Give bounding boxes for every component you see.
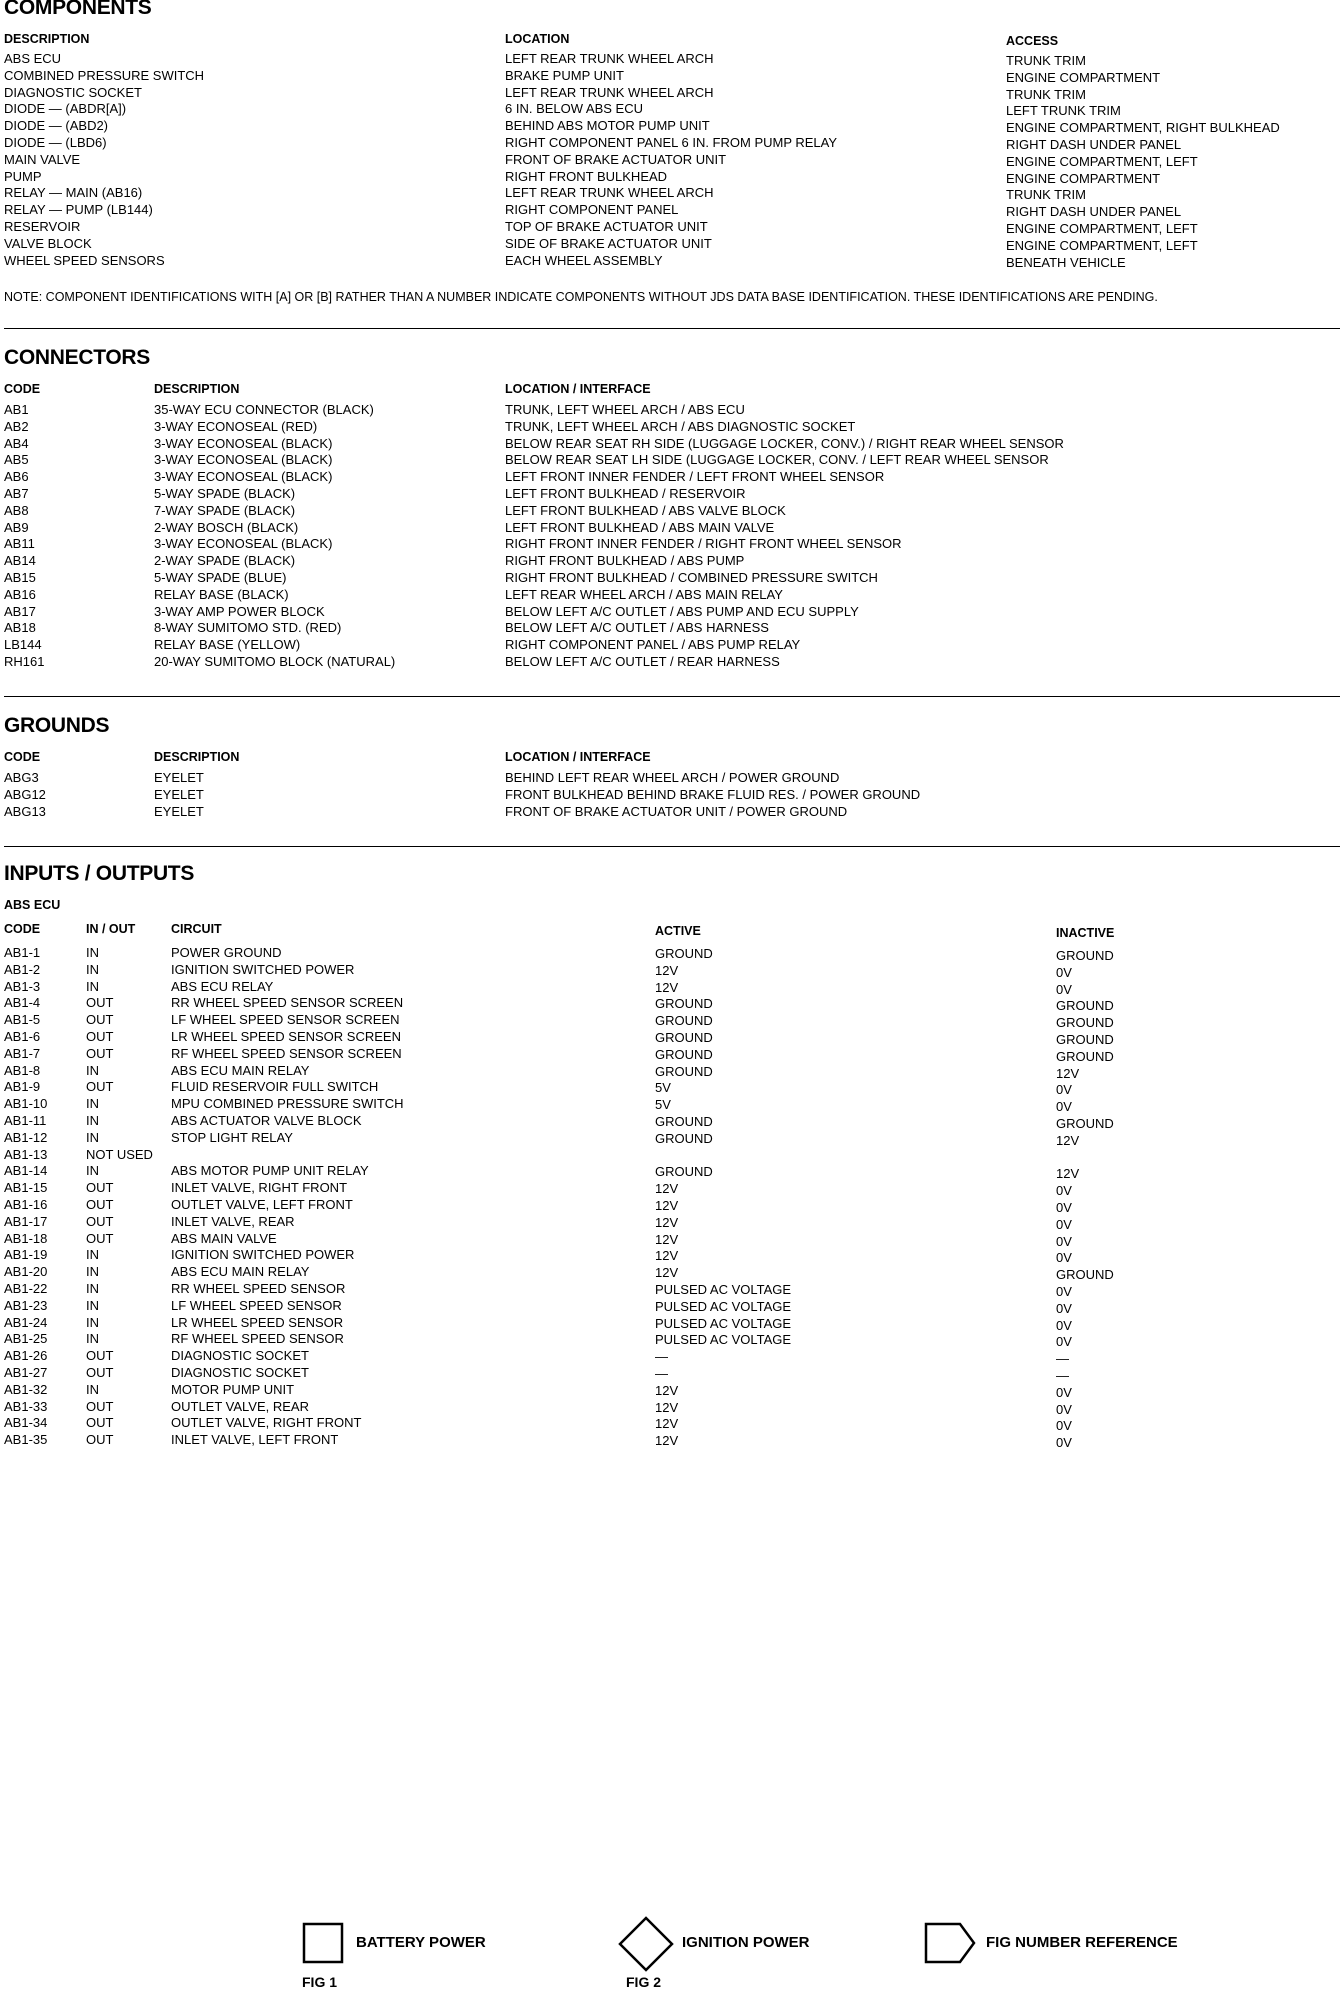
io-active-cell: PULSED AC VOLTAGE (655, 1281, 792, 1297)
fig1-label: FIG 1 (302, 1974, 338, 1990)
components-location-column (505, 51, 837, 269)
grounds-code-column (4, 770, 46, 820)
io-inout-cell: OUT (86, 1364, 114, 1380)
io-active-cell: 12V (655, 979, 679, 995)
io-active-cell: GROUND (655, 1063, 713, 1079)
io-code-cell: AB1-4 (4, 995, 41, 1011)
connectors-location-cell: RIGHT FRONT BULKHEAD / ABS PUMP (505, 553, 745, 569)
io-inout-cell: IN (86, 1096, 99, 1112)
io-circuit-cell: INLET VALVE, RIGHT FRONT (171, 1180, 348, 1196)
io-code-cell: AB1-10 (4, 1096, 48, 1112)
io-code-cell: AB1-20 (4, 1264, 48, 1280)
components-access-cell: ENGINE COMPARTMENT, RIGHT BULKHEAD (1006, 120, 1280, 136)
io-active-cell: GROUND (655, 1029, 713, 1045)
components-location-cell: FRONT OF BRAKE ACTUATOR UNIT (505, 151, 727, 167)
connectors-code-cell: AB9 (4, 519, 29, 535)
components-access-cell: LEFT TRUNK TRIM (1006, 103, 1121, 119)
components-location-cell: BRAKE PUMP UNIT (505, 67, 624, 83)
io-header-active: ACTIVE (655, 924, 701, 938)
io-inout-cell: OUT (86, 1079, 114, 1095)
io-inout-cell: OUT (86, 1398, 114, 1414)
io-subtitle: ABS ECU (4, 898, 61, 912)
io-inout-cell: OUT (86, 1213, 114, 1229)
components-access-cell: ENGINE COMPARTMENT, LEFT (1006, 220, 1198, 236)
components-description-cell: PUMP (4, 168, 42, 184)
components-description-cell: WHEEL SPEED SENSORS (4, 252, 165, 268)
components-description-cell: ABS ECU (4, 51, 62, 66)
io-inactive-cell: 0V (1056, 981, 1072, 997)
connectors-description-cell: 8-WAY SUMITOMO STD. (RED) (154, 620, 342, 636)
io-active-cell: 5V (655, 1080, 671, 1096)
section-divider (4, 328, 1340, 329)
connectors-location-cell: RIGHT FRONT INNER FENDER / RIGHT FRONT WHEEL SENSOR (505, 536, 902, 552)
io-inout-cell: IN (86, 1297, 99, 1313)
io-code-cell: AB1-6 (4, 1028, 41, 1044)
io-active-column (655, 946, 791, 1450)
io-active-cell: PULSED AC VOLTAGE (655, 1332, 792, 1348)
io-inactive-cell: GROUND (1056, 1115, 1114, 1131)
io-inout-cell: OUT (86, 1196, 114, 1212)
components-location-cell: LEFT REAR TRUNK WHEEL ARCH (505, 84, 714, 100)
section-divider (4, 846, 1340, 847)
io-active-cell: GROUND (655, 996, 713, 1012)
io-inout-cell: IN (86, 1381, 99, 1397)
io-inactive-column (1056, 948, 1114, 1452)
connectors-header-description: DESCRIPTION (154, 382, 240, 396)
io-circuit-cell: RF WHEEL SPEED SENSOR (171, 1331, 344, 1347)
io-circuit-cell: ABS ACTUATOR VALVE BLOCK (171, 1112, 362, 1128)
connectors-description-cell: 5-WAY SPADE (BLACK) (154, 485, 296, 501)
io-circuit-cell: LF WHEEL SPEED SENSOR SCREEN (171, 1012, 400, 1028)
connectors-location-cell: LEFT FRONT BULKHEAD / ABS MAIN VALVE (505, 519, 775, 535)
connectors-code-cell: AB5 (4, 452, 29, 468)
grounds-header-code: CODE (4, 750, 41, 764)
io-inout-cell: OUT (86, 1012, 114, 1028)
io-circuit-cell: INLET VALVE, REAR (171, 1213, 295, 1229)
io-circuit-cell: IGNITION SWITCHED POWER (171, 961, 355, 977)
connectors-location-cell: BELOW LEFT A/C OUTLET / ABS PUMP AND ECU SUPPLY (505, 603, 859, 619)
components-access-column (1006, 53, 1280, 271)
io-inactive-cell (1056, 1150, 1114, 1167)
components-description-cell: RELAY — PUMP (LB144) (4, 202, 153, 218)
components-location-cell: EACH WHEEL ASSEMBLY (505, 252, 663, 268)
connectors-location-cell: RIGHT FRONT BULKHEAD / COMBINED PRESSURE SWITCH (505, 569, 878, 585)
connectors-description-cell: 35-WAY ECU CONNECTOR (BLACK) (154, 402, 374, 417)
io-inactive-cell: 0V (1056, 1418, 1072, 1434)
grounds-location-column (505, 770, 920, 820)
io-title: INPUTS / OUTPUTS (4, 862, 195, 885)
io-inout-cell: IN (86, 1112, 99, 1128)
io-circuit-cell: ABS ECU MAIN RELAY (171, 1264, 310, 1280)
fig-number-reference-label: FIG NUMBER REFERENCE (986, 1934, 1178, 1951)
io-active-cell: 12V (655, 1197, 679, 1213)
io-code-cell: AB1-24 (4, 1314, 48, 1330)
connectors-code-cell: AB4 (4, 435, 29, 451)
components-location-cell: 6 IN. BELOW ABS ECU (505, 101, 643, 117)
io-inactive-cell: 0V (1056, 1216, 1072, 1232)
connectors-description-cell: 5-WAY SPADE (BLUE) (154, 569, 287, 585)
connectors-description-cell: 2-WAY SPADE (BLACK) (154, 553, 296, 569)
connectors-code-cell: AB8 (4, 502, 29, 518)
connectors-code-cell: AB15 (4, 569, 36, 585)
io-inactive-cell: 0V (1056, 1384, 1072, 1400)
battery-power-square-icon (302, 1922, 344, 1964)
io-circuit-cell: OUTLET VALVE, RIGHT FRONT (171, 1415, 362, 1431)
io-code-cell: AB1-3 (4, 978, 41, 994)
io-inactive-cell: GROUND (1056, 1267, 1114, 1283)
io-circuit-cell: MPU COMBINED PRESSURE SWITCH (171, 1096, 404, 1112)
grounds-code-cell: ABG12 (4, 786, 46, 802)
connectors-code-cell: AB2 (4, 418, 29, 434)
components-location-cell: TOP OF BRAKE ACTUATOR UNIT (505, 218, 708, 234)
section-divider (4, 696, 1340, 697)
grounds-location-cell: FRONT BULKHEAD BEHIND BRAKE FLUID RES. / POWER GROUND (505, 786, 921, 802)
io-inout-cell: OUT (86, 1045, 114, 1061)
io-inout-cell: NOT USED (86, 1146, 153, 1162)
connectors-location-cell: BELOW REAR SEAT LH SIDE (LUGGAGE LOCKER, CONV. / LEFT REAR WHEEL SENSOR (505, 452, 1049, 468)
connectors-code-cell: AB11 (4, 536, 35, 552)
connectors-location-cell: LEFT FRONT BULKHEAD / ABS VALVE BLOCK (505, 502, 786, 518)
connectors-description-cell: 7-WAY SPADE (BLACK) (154, 502, 296, 518)
io-inout-cell: OUT (86, 1230, 114, 1246)
io-code-cell: AB1-23 (4, 1297, 48, 1313)
io-active-cell: PULSED AC VOLTAGE (655, 1315, 792, 1331)
connectors-description-cell: 3-WAY ECONOSEAL (BLACK) (154, 452, 333, 468)
connectors-location-cell: RIGHT COMPONENT PANEL / ABS PUMP RELAY (505, 637, 801, 653)
io-active-cell: GROUND (655, 1046, 713, 1062)
io-code-cell: AB1-12 (4, 1129, 48, 1145)
io-code-cell: AB1-27 (4, 1364, 48, 1380)
io-circuit-cell: RF WHEEL SPEED SENSOR SCREEN (171, 1045, 402, 1061)
connectors-location-cell: BELOW LEFT A/C OUTLET / ABS HARNESS (505, 620, 769, 636)
io-circuit-cell: LF WHEEL SPEED SENSOR (171, 1297, 342, 1313)
components-description-cell: VALVE BLOCK (4, 235, 92, 251)
io-inactive-cell: 0V (1056, 1183, 1072, 1199)
io-code-cell: AB1-34 (4, 1415, 48, 1431)
grounds-code-cell: ABG3 (4, 770, 39, 785)
components-description-cell: DIODE — (LBD6) (4, 134, 107, 150)
io-code-cell: AB1-33 (4, 1398, 48, 1414)
connectors-description-cell: 3-WAY ECONOSEAL (RED) (154, 418, 318, 434)
components-access-cell: TRUNK TRIM (1006, 86, 1086, 102)
io-inout-cell: IN (86, 961, 99, 977)
components-location-cell: LEFT REAR TRUNK WHEEL ARCH (505, 185, 714, 201)
io-code-cell: AB1-1 (4, 945, 41, 960)
io-code-cell: AB1-19 (4, 1247, 48, 1263)
connectors-header-location: LOCATION / INTERFACE (505, 382, 651, 396)
io-active-cell: — (655, 1365, 668, 1381)
io-code-cell: AB1-7 (4, 1045, 41, 1061)
io-circuit-cell: INLET VALVE, LEFT FRONT (171, 1432, 339, 1448)
components-title: COMPONENTS (4, 0, 152, 19)
io-code-cell: AB1-11 (4, 1112, 47, 1128)
io-active-cell (655, 1148, 791, 1165)
io-active-cell: GROUND (655, 946, 713, 961)
io-active-cell: 12V (655, 1399, 679, 1415)
grounds-description-cell: EYELET (154, 786, 204, 802)
components-description-cell: MAIN VALVE (4, 151, 81, 167)
components-description-cell: DIODE — (ABD2) (4, 118, 109, 134)
io-inout-cell: IN (86, 945, 99, 960)
components-access-cell: TRUNK TRIM (1006, 53, 1086, 68)
connectors-header-code: CODE (4, 382, 41, 396)
io-circuit-cell: OUTLET VALVE, REAR (171, 1398, 309, 1414)
io-code-cell: AB1-35 (4, 1432, 48, 1448)
io-active-cell: 12V (655, 1433, 679, 1449)
connectors-title: CONNECTORS (4, 346, 150, 369)
connectors-location-cell: LEFT FRONT INNER FENDER / LEFT FRONT WHEEL SENSOR (505, 469, 885, 485)
connectors-location-cell: LEFT FRONT BULKHEAD / RESERVOIR (505, 485, 746, 501)
io-active-cell: GROUND (655, 1164, 713, 1180)
io-code-cell: AB1-22 (4, 1280, 48, 1296)
components-access-cell: ENGINE COMPARTMENT, LEFT (1006, 153, 1198, 169)
io-inactive-cell: 0V (1056, 964, 1072, 980)
io-inout-cell: IN (86, 1264, 99, 1280)
components-description-cell: RELAY — MAIN (AB16) (4, 185, 143, 201)
io-inactive-cell: 12V (1056, 1132, 1080, 1148)
components-description-cell: DIAGNOSTIC SOCKET (4, 84, 142, 100)
components-location-cell: RIGHT FRONT BULKHEAD (505, 168, 668, 184)
components-location-cell: RIGHT COMPONENT PANEL (505, 202, 679, 218)
connectors-code-cell: AB14 (4, 553, 36, 569)
connectors-location-cell: LEFT REAR WHEEL ARCH / ABS MAIN RELAY (505, 586, 783, 602)
components-header-access: ACCESS (1006, 34, 1059, 48)
io-inactive-cell: — (1056, 1351, 1069, 1367)
io-active-cell: PULSED AC VOLTAGE (655, 1298, 792, 1314)
io-circuit-cell: POWER GROUND (171, 945, 282, 960)
connectors-code-cell: AB7 (4, 485, 29, 501)
connectors-code-cell: AB1 (4, 402, 29, 417)
io-circuit-cell: DIAGNOSTIC SOCKET (171, 1364, 309, 1380)
grounds-location-cell: FRONT OF BRAKE ACTUATOR UNIT / POWER GROUND (505, 803, 848, 819)
components-location-cell: RIGHT COMPONENT PANEL 6 IN. FROM PUMP RELAY (505, 134, 838, 150)
io-inactive-cell: GROUND (1056, 1031, 1114, 1047)
components-description-cell: COMBINED PRESSURE SWITCH (4, 67, 205, 83)
ignition-power-label: IGNITION POWER (682, 1934, 810, 1951)
battery-power-label: BATTERY POWER (356, 1934, 486, 1951)
io-inactive-cell: 0V (1056, 1435, 1072, 1451)
io-code-cell: AB1-9 (4, 1079, 41, 1095)
grounds-title: GROUNDS (4, 714, 110, 737)
components-location-cell: SIDE OF BRAKE ACTUATOR UNIT (505, 235, 712, 251)
io-code-cell: AB1-13 (4, 1146, 48, 1162)
io-inout-cell: OUT (86, 1415, 114, 1431)
io-active-cell: 12V (655, 962, 679, 978)
grounds-description-cell: EYELET (154, 803, 204, 819)
connectors-description-cell: 3-WAY ECONOSEAL (BLACK) (154, 469, 333, 485)
io-circuit-cell: IGNITION SWITCHED POWER (171, 1247, 355, 1263)
grounds-code-cell: ABG13 (4, 803, 46, 819)
io-circuit-cell: DIAGNOSTIC SOCKET (171, 1348, 309, 1364)
connectors-code-cell: AB18 (4, 620, 36, 636)
components-access-cell: ENGINE COMPARTMENT, LEFT (1006, 237, 1198, 253)
io-active-cell: 12V (655, 1231, 679, 1247)
io-code-cell: AB1-26 (4, 1348, 48, 1364)
io-inactive-cell: 0V (1056, 1082, 1072, 1098)
connectors-code-cell: AB6 (4, 469, 29, 485)
connectors-description-cell: 3-WAY AMP POWER BLOCK (154, 603, 325, 619)
io-active-cell: 12V (655, 1382, 679, 1398)
components-header-location: LOCATION (505, 32, 570, 46)
io-active-cell: GROUND (655, 1013, 713, 1029)
io-inout-cell: OUT (86, 1432, 114, 1448)
components-description-column (4, 51, 204, 269)
io-active-cell: GROUND (655, 1130, 713, 1146)
connectors-location-cell: TRUNK, LEFT WHEEL ARCH / ABS ECU (505, 402, 745, 417)
connectors-code-cell: LB144 (4, 637, 42, 653)
io-active-cell: 12V (655, 1265, 679, 1281)
io-inactive-cell: 0V (1056, 1199, 1072, 1215)
io-inactive-cell: 0V (1056, 1401, 1072, 1417)
io-circuit-cell: LR WHEEL SPEED SENSOR SCREEN (171, 1028, 401, 1044)
io-code-cell: AB1-32 (4, 1381, 48, 1397)
io-inactive-cell: GROUND (1056, 998, 1114, 1014)
components-access-cell: BENEATH VEHICLE (1006, 254, 1126, 270)
io-inactive-cell: 0V (1056, 1250, 1072, 1266)
io-code-cell: AB1-15 (4, 1180, 48, 1196)
io-inactive-cell: GROUND (1056, 948, 1114, 963)
io-header-circuit: CIRCUIT (171, 922, 222, 936)
io-circuit-cell: RR WHEEL SPEED SENSOR (171, 1280, 346, 1296)
connectors-location-cell: BELOW LEFT A/C OUTLET / REAR HARNESS (505, 653, 780, 669)
io-active-cell: 12V (655, 1248, 679, 1264)
io-inactive-cell: GROUND (1056, 1048, 1114, 1064)
components-access-cell: TRUNK TRIM (1006, 187, 1086, 203)
io-inout-column (86, 945, 153, 1449)
io-circuit-cell: STOP LIGHT RELAY (171, 1129, 293, 1145)
io-active-cell: 12V (655, 1214, 679, 1230)
grounds-location-cell: BEHIND LEFT REAR WHEEL ARCH / POWER GROUND (505, 770, 840, 785)
grounds-description-column (154, 770, 204, 820)
connectors-description-cell: RELAY BASE (BLACK) (154, 586, 289, 602)
connectors-location-cell: TRUNK, LEFT WHEEL ARCH / ABS DIAGNOSTIC SOCKET (505, 418, 856, 434)
io-inout-cell: IN (86, 1280, 99, 1296)
io-circuit-cell: MOTOR PUMP UNIT (171, 1381, 295, 1397)
components-description-cell: RESERVOIR (4, 218, 81, 234)
io-code-column (4, 945, 47, 1449)
grounds-description-cell: EYELET (154, 770, 204, 785)
components-access-cell: ENGINE COMPARTMENT (1006, 170, 1161, 186)
connectors-description-cell: 3-WAY ECONOSEAL (BLACK) (154, 536, 333, 552)
io-circuit-cell: OUTLET VALVE, LEFT FRONT (171, 1196, 353, 1212)
io-active-cell: 12V (655, 1181, 679, 1197)
io-header-code: CODE (4, 922, 41, 936)
io-inactive-cell: 0V (1056, 1233, 1072, 1249)
connectors-description-cell: 2-WAY BOSCH (BLACK) (154, 519, 299, 535)
connectors-code-cell: AB16 (4, 586, 36, 602)
io-circuit-cell: LR WHEEL SPEED SENSOR (171, 1314, 344, 1330)
io-code-cell: AB1-25 (4, 1331, 48, 1347)
io-inout-cell: IN (86, 1163, 99, 1179)
io-active-cell: 5V (655, 1097, 671, 1113)
connectors-description-cell: RELAY BASE (YELLOW) (154, 637, 301, 653)
io-inout-cell: IN (86, 1331, 99, 1347)
io-circuit-column (171, 945, 404, 1449)
components-access-cell: RIGHT DASH UNDER PANEL (1006, 204, 1182, 220)
io-inout-cell: OUT (86, 995, 114, 1011)
components-access-cell: ENGINE COMPARTMENT (1006, 69, 1161, 85)
io-header-inout: IN / OUT (86, 922, 136, 936)
fig-number-reference-pentagon-icon (924, 1922, 976, 1964)
io-code-cell: AB1-14 (4, 1163, 48, 1179)
io-code-cell: AB1-18 (4, 1230, 48, 1246)
io-inout-cell: IN (86, 1129, 99, 1145)
io-active-cell: GROUND (655, 1113, 713, 1129)
components-note: NOTE: COMPONENT IDENTIFICATIONS WITH [A] OR [B] RATHER THAN A NUMBER INDICATE COMPONENTS WITHOUT JDS DATA BASE IDENTIFICATION. THESE IDENTIFICATIONS ARE PENDING. (4, 290, 1158, 304)
io-inout-cell: IN (86, 1247, 99, 1263)
connectors-description-column (154, 402, 395, 671)
io-inactive-cell: 0V (1056, 1099, 1072, 1115)
io-circuit-cell: FLUID RESERVOIR FULL SWITCH (171, 1079, 379, 1095)
components-location-cell: LEFT REAR TRUNK WHEEL ARCH (505, 51, 714, 66)
io-inactive-cell: 0V (1056, 1317, 1072, 1333)
components-access-cell: RIGHT DASH UNDER PANEL (1006, 136, 1182, 152)
grounds-header-description: DESCRIPTION (154, 750, 240, 764)
connectors-code-column (4, 402, 44, 671)
io-circuit-cell: ABS ECU MAIN RELAY (171, 1062, 310, 1078)
io-inout-cell: IN (86, 1314, 99, 1330)
connectors-code-cell: RH161 (4, 653, 45, 669)
components-header-description: DESCRIPTION (4, 32, 90, 46)
ignition-power-diamond-icon (618, 1916, 674, 1972)
io-inactive-cell: 0V (1056, 1300, 1072, 1316)
io-code-cell: AB1-5 (4, 1012, 41, 1028)
io-inout-cell: OUT (86, 1348, 114, 1364)
grounds-header-location: LOCATION / INTERFACE (505, 750, 651, 764)
io-header-inactive: INACTIVE (1056, 926, 1115, 940)
fig2-label: FIG 2 (626, 1974, 662, 1990)
connectors-description-cell: 3-WAY ECONOSEAL (BLACK) (154, 435, 333, 451)
io-circuit-cell: ABS ECU RELAY (171, 978, 274, 994)
io-code-cell: AB1-16 (4, 1196, 48, 1212)
io-circuit-cell: ABS MAIN VALVE (171, 1230, 277, 1246)
io-inactive-cell: GROUND (1056, 1015, 1114, 1031)
io-circuit-cell: RR WHEEL SPEED SENSOR SCREEN (171, 995, 404, 1011)
io-active-cell: 12V (655, 1416, 679, 1432)
components-location-cell: BEHIND ABS MOTOR PUMP UNIT (505, 118, 710, 134)
io-inactive-cell: 0V (1056, 1283, 1072, 1299)
io-inout-cell: OUT (86, 1028, 114, 1044)
io-circuit-cell (171, 1147, 404, 1164)
io-code-cell: AB1-8 (4, 1062, 41, 1078)
io-inout-cell: IN (86, 978, 99, 994)
components-description-cell: DIODE — (ABDR[A]) (4, 101, 127, 117)
io-inactive-cell: 12V (1056, 1166, 1080, 1182)
connectors-location-cell: BELOW REAR SEAT RH SIDE (LUGGAGE LOCKER, CONV.) / RIGHT REAR WHEEL SENSOR (505, 435, 1064, 451)
io-inactive-cell: — (1056, 1367, 1069, 1383)
connectors-code-cell: AB17 (4, 603, 36, 619)
io-code-cell: AB1-2 (4, 961, 41, 977)
io-circuit-cell: ABS MOTOR PUMP UNIT RELAY (171, 1163, 369, 1179)
connectors-description-cell: 20-WAY SUMITOMO BLOCK (NATURAL) (154, 653, 396, 669)
connectors-location-column (505, 402, 1064, 671)
io-active-cell: — (655, 1349, 668, 1365)
io-inout-cell: IN (86, 1062, 99, 1078)
io-code-cell: AB1-17 (4, 1213, 48, 1229)
io-inout-cell: OUT (86, 1180, 114, 1196)
io-inactive-cell: 12V (1056, 1065, 1080, 1081)
io-inactive-cell: 0V (1056, 1334, 1072, 1350)
